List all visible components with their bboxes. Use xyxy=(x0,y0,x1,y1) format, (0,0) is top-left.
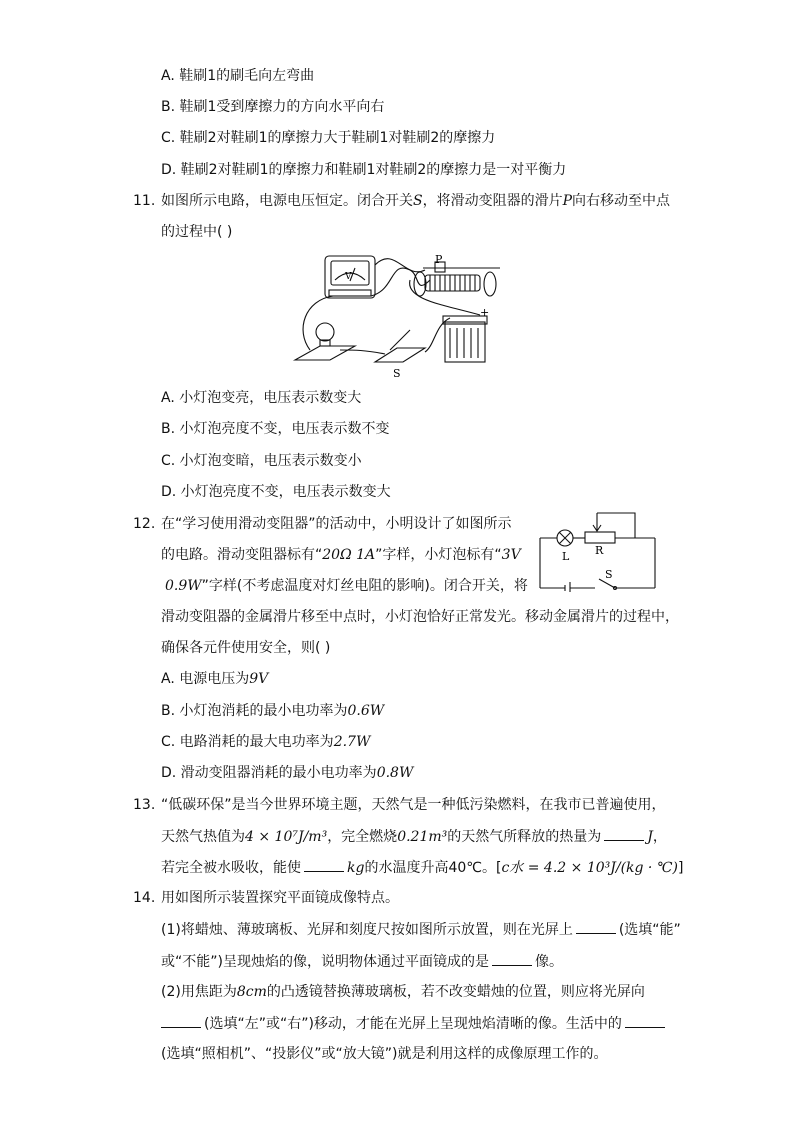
figure-label-l: L xyxy=(562,550,570,563)
q12-line2: 的电路。滑动变阻器标有“20Ω 1A”字样，小灯泡标有“3V xyxy=(161,547,521,563)
q12-line3: 0.9W”字样(不考虑温度对灯丝电阻的影响)。闭合开关，将 xyxy=(165,578,528,594)
figure-label-r: R xyxy=(595,544,604,557)
q12-option-d: D. 滑动变阻器消耗的最小电功率为0.8W xyxy=(161,765,414,781)
q14-line1: 用如图所示装置探究平面镜成像特点。 xyxy=(161,890,399,906)
q11-option-b: B. 小灯泡亮度不变，电压表示数不变 xyxy=(161,421,390,437)
q12-line5: 确保各元件使用安全，则( ) xyxy=(161,640,331,656)
figure-label-v: V xyxy=(345,272,352,282)
q12-option-c: C. 电路消耗的最大电功率为2.7W xyxy=(161,734,371,750)
q13-line3: 若完全被水吸收，能使 kg的水温度升高40℃。[c水 = 4.2 × 10³J/(kg · ℃)] xyxy=(161,857,683,878)
q12-circuit-figure xyxy=(535,508,661,592)
q14-line3: 或“不能”)呈现烛焰的像，说明物体通过平面镜成的是 像。 xyxy=(161,951,563,972)
answer-blank[interactable] xyxy=(625,1013,665,1028)
answer-blank[interactable] xyxy=(604,826,644,841)
q14-line4: (2)用焦距为8cm的凸透镜替换薄玻璃板，若不改变蜡烛的位置，则应将光屏向 xyxy=(161,984,645,1000)
q10-option-a: A. 鞋刷1的刷毛向左弯曲 xyxy=(161,68,315,84)
figure-label-plus: + xyxy=(480,306,490,319)
q14-line2: (1)将蜡烛、薄玻璃板、光屏和刻度尺按如图所示放置，则在光屏上 (选填“能” xyxy=(161,919,681,940)
figure-label-s: S xyxy=(393,367,401,378)
q11-stem-line2: 的过程中( ) xyxy=(161,224,233,240)
q11-option-a: A. 小灯泡变亮，电压表示数变大 xyxy=(161,390,362,406)
q12-line1: 在“学习使用滑动变阻器”的活动中，小明设计了如图所示 xyxy=(161,516,512,532)
answer-blank[interactable] xyxy=(492,951,532,966)
figure-label-p: P xyxy=(435,253,443,266)
answer-blank[interactable] xyxy=(576,919,616,934)
battery-icon xyxy=(445,322,485,362)
rheostat-icon xyxy=(425,275,480,291)
switch-icon xyxy=(375,348,425,362)
bulb-base-icon xyxy=(295,346,355,360)
q11-option-d: D. 小灯泡亮度不变，电压表示数变大 xyxy=(161,484,391,500)
q10-option-c: C. 鞋刷2对鞋刷1的摩擦力大于鞋刷1对鞋刷2的摩擦力 xyxy=(161,130,496,146)
q12-number: 12. xyxy=(133,516,156,532)
resistor-icon xyxy=(585,532,615,543)
answer-blank[interactable] xyxy=(304,857,344,872)
q11-circuit-figure xyxy=(285,250,515,378)
q12-option-a: A. 电源电压为9V xyxy=(161,671,269,687)
answer-blank[interactable] xyxy=(161,1013,201,1028)
q12-line4: 滑动变阻器的金属滑片移至中点时，小灯泡恰好正常发光。移动金属滑片的过程中， xyxy=(161,609,679,625)
q11-option-c: C. 小灯泡变暗，电压表示数变小 xyxy=(161,453,362,469)
q11-stem-line1: 如图所示电路，电源电压恒定。闭合开关S，将滑动变阻器的滑片P向右移动至中点 xyxy=(161,193,671,209)
q11-number: 11. xyxy=(133,193,156,209)
q10-option-d: D. 鞋刷2对鞋刷1的摩擦力和鞋刷1对鞋刷2的摩擦力是一对平衡力 xyxy=(161,162,567,178)
q10-option-b: B. 鞋刷1受到摩擦力的方向水平向右 xyxy=(161,99,385,115)
bulb-icon xyxy=(316,323,334,341)
q14-number: 14. xyxy=(133,890,156,906)
q14-line5: (选填“左”或“右”)移动，才能在光屏上呈现烛焰清晰的像。生活中的 xyxy=(161,1013,668,1034)
q13-number: 13. xyxy=(133,797,156,813)
figure-label-s: S xyxy=(605,568,613,581)
q14-line6: (选填“照相机”、“投影仪”或“放大镜”)就是利用这样的成像原理工作的。 xyxy=(161,1046,608,1062)
q13-line2: 天然气热值为4 × 10⁷J/m³，完全燃烧0.21m³的天然气所释放的热量为 J， xyxy=(161,826,667,847)
q12-option-b: B. 小灯泡消耗的最小电功率为0.6W xyxy=(161,703,385,719)
q13-line1: “低碳环保”是当今世界环境主题，天然气是一种低污染燃料，在我市已普遍使用， xyxy=(161,797,666,813)
